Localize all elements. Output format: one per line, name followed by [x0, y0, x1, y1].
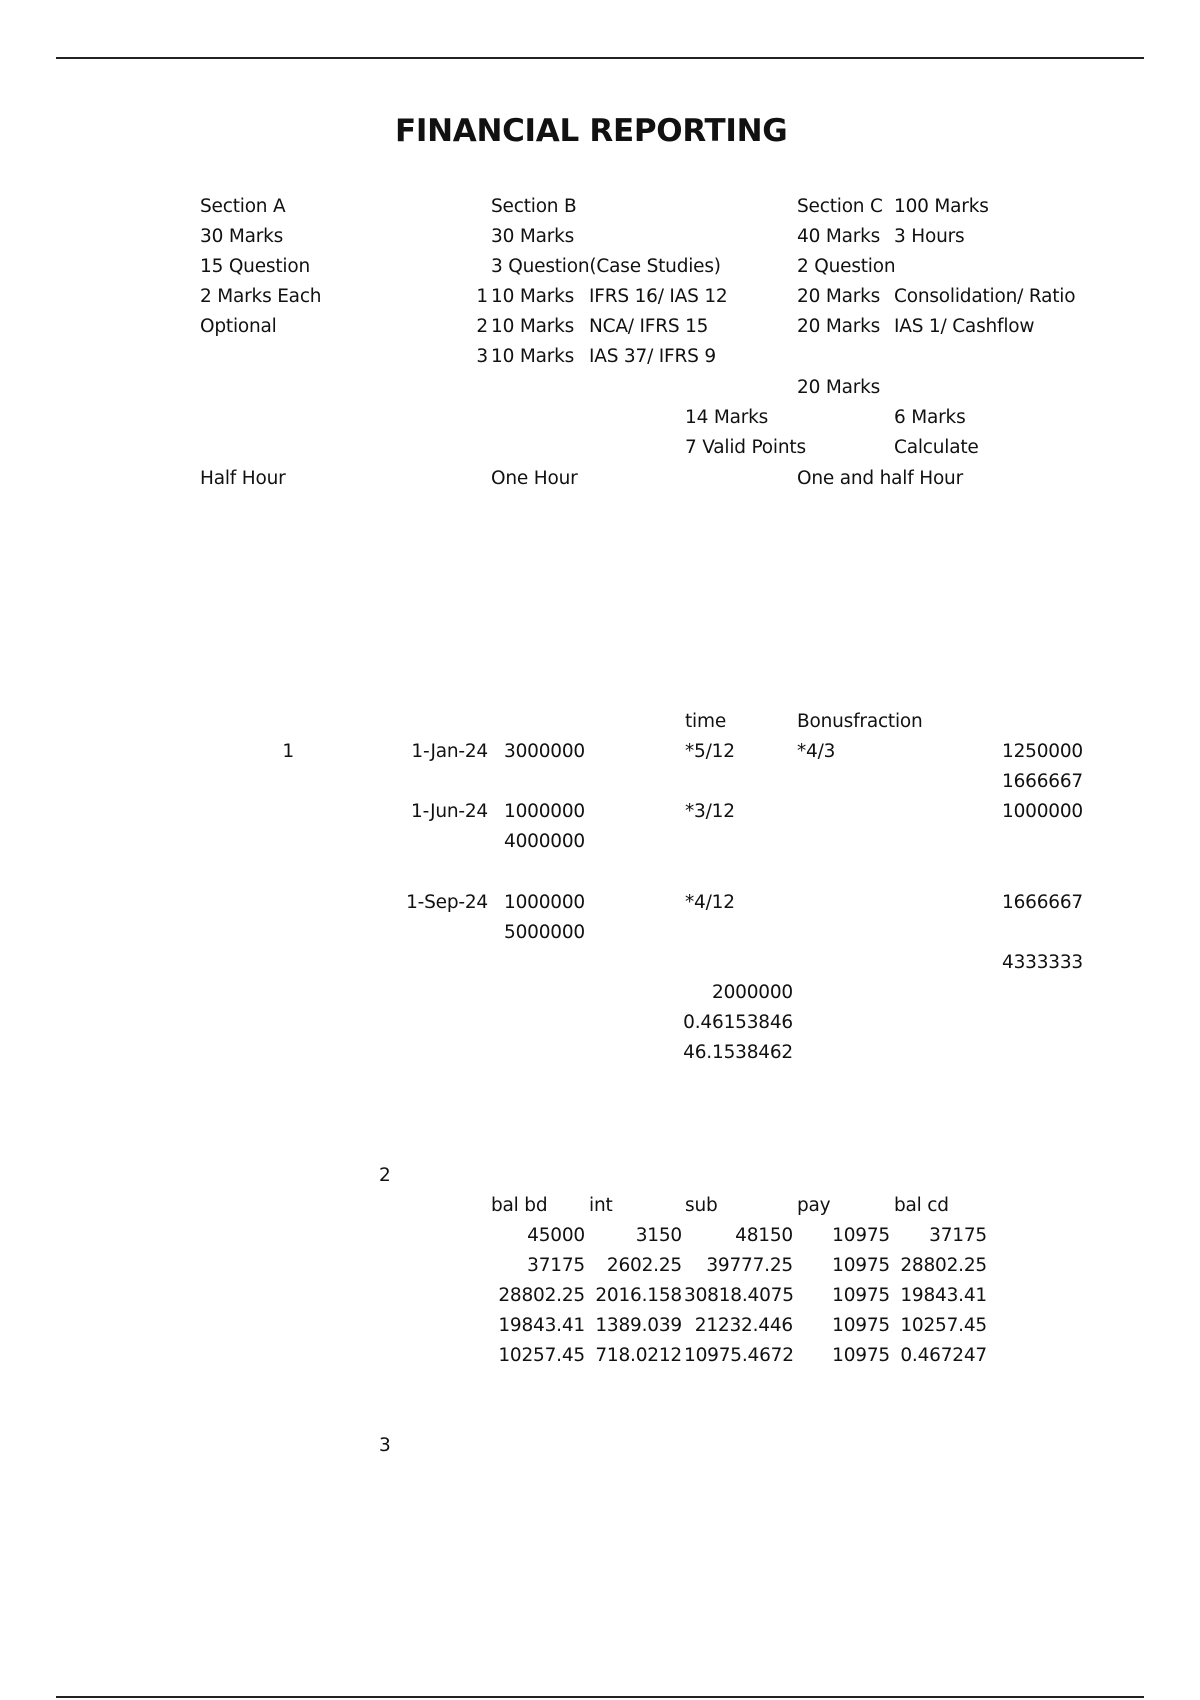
q1-header-time: time: [685, 711, 726, 732]
q1-date: 1-Jun-24: [411, 801, 488, 822]
q2-cell: 39777.25: [706, 1255, 793, 1276]
q1-shares: 4000000: [504, 831, 585, 852]
q2-number: 2: [379, 1165, 391, 1186]
q2-cell: 10975.4672: [684, 1345, 794, 1366]
section-c-name: Section C: [797, 196, 883, 217]
q1-shares: 1000000: [504, 801, 585, 822]
section-b-row-marks: 10 Marks: [491, 346, 575, 367]
section-a-name: Section A: [200, 196, 286, 217]
section-b-row-marks: 10 Marks: [491, 316, 575, 337]
q3-number: 3: [379, 1435, 391, 1456]
section-c-questions: 2 Question: [797, 256, 896, 277]
section-c-split-a-marks: 14 Marks: [685, 407, 769, 428]
section-b-time: One Hour: [491, 468, 578, 489]
q1-calc: 46.1538462: [683, 1042, 793, 1063]
q2-cell: 19843.41: [900, 1285, 987, 1306]
section-b-questions: 3 Question(Case Studies): [491, 256, 721, 277]
section-c-time: One and half Hour: [797, 468, 963, 489]
q1-shares: 3000000: [504, 741, 585, 762]
section-a-marks: 30 Marks: [200, 226, 284, 247]
q2-cell: 21232.446: [694, 1315, 793, 1336]
q1-shares: 1000000: [504, 892, 585, 913]
q2-cell: 10975: [832, 1345, 890, 1366]
q2-cell: 2016.158: [595, 1285, 682, 1306]
q2-cell: 3150: [635, 1225, 682, 1246]
top-rule: [56, 57, 1144, 59]
q2-cell: 48150: [735, 1225, 793, 1246]
q2-header-sub: sub: [685, 1195, 718, 1216]
section-b-row-num: 1: [476, 286, 488, 307]
q2-cell: 10975: [832, 1315, 890, 1336]
q1-time: *5/12: [685, 741, 735, 762]
q1-date: 1-Jan-24: [411, 741, 488, 762]
section-c-split-b-marks: 6 Marks: [894, 407, 966, 428]
page-title: FINANCIAL REPORTING: [395, 113, 788, 149]
section-c-total: 100 Marks: [894, 196, 989, 217]
q2-cell: 2602.25: [606, 1255, 682, 1276]
section-b-row-topic: NCA/ IFRS 15: [589, 316, 709, 337]
q1-result: 1250000: [1002, 741, 1083, 762]
section-b-name: Section B: [491, 196, 577, 217]
q2-header-int: int: [589, 1195, 613, 1216]
q1-date: 1-Sep-24: [406, 892, 488, 913]
q1-calc: 2000000: [712, 982, 793, 1003]
q1-time: *4/12: [685, 892, 735, 913]
q1-result: 1666667: [1002, 892, 1083, 913]
section-b-marks: 30 Marks: [491, 226, 575, 247]
q1-total: 4333333: [1002, 952, 1083, 973]
q2-header-bal-bd: bal bd: [491, 1195, 548, 1216]
q1-calc: 0.46153846: [683, 1012, 793, 1033]
section-b-row-num: 3: [476, 346, 488, 367]
q2-cell: 30818.4075: [684, 1285, 794, 1306]
q2-cell: 10975: [832, 1285, 890, 1306]
section-c-split-a-text: 7 Valid Points: [685, 437, 806, 458]
q2-cell: 0.467247: [900, 1345, 987, 1366]
section-a-time: Half Hour: [200, 468, 286, 489]
section-a-questions: 15 Question: [200, 256, 310, 277]
section-b-row-topic: IAS 37/ IFRS 9: [589, 346, 716, 367]
section-a-note: Optional: [200, 316, 277, 337]
q1-result: 1666667: [1002, 771, 1083, 792]
q2-cell: 10257.45: [498, 1345, 585, 1366]
q2-header-bal-cd: bal cd: [894, 1195, 949, 1216]
section-c-row-topic: Consolidation/ Ratio: [894, 286, 1076, 307]
section-c-duration: 3 Hours: [894, 226, 965, 247]
q1-shares: 5000000: [504, 922, 585, 943]
q1-time: *3/12: [685, 801, 735, 822]
q2-cell: 45000: [527, 1225, 585, 1246]
q2-cell: 28802.25: [900, 1255, 987, 1276]
section-a-detail: 2 Marks Each: [200, 286, 322, 307]
q1-bonus: *4/3: [797, 741, 836, 762]
q2-cell: 19843.41: [498, 1315, 585, 1336]
section-b-row-num: 2: [476, 316, 488, 337]
section-b-row-marks: 10 Marks: [491, 286, 575, 307]
q1-header-bonus: Bonusfraction: [797, 711, 923, 732]
q1-result: 1000000: [1002, 801, 1083, 822]
q2-cell: 10975: [832, 1255, 890, 1276]
bottom-rule: [56, 1696, 1144, 1698]
q2-header-pay: pay: [797, 1195, 831, 1216]
section-c-split-b-text: Calculate: [894, 437, 979, 458]
q1-number: 1: [282, 741, 294, 762]
q2-cell: 1389.039: [595, 1315, 682, 1336]
q2-cell: 10257.45: [900, 1315, 987, 1336]
section-c-marks: 40 Marks: [797, 226, 881, 247]
section-c-row-marks: 20 Marks: [797, 316, 881, 337]
q2-cell: 28802.25: [498, 1285, 585, 1306]
section-c-extra-marks: 20 Marks: [797, 377, 881, 398]
section-c-row-marks: 20 Marks: [797, 286, 881, 307]
q2-cell: 718.0212: [595, 1345, 682, 1366]
section-c-row-topic: IAS 1/ Cashflow: [894, 316, 1035, 337]
q2-cell: 10975: [832, 1225, 890, 1246]
q2-cell: 37175: [527, 1255, 585, 1276]
section-b-row-topic: IFRS 16/ IAS 12: [589, 286, 728, 307]
q2-cell: 37175: [929, 1225, 987, 1246]
